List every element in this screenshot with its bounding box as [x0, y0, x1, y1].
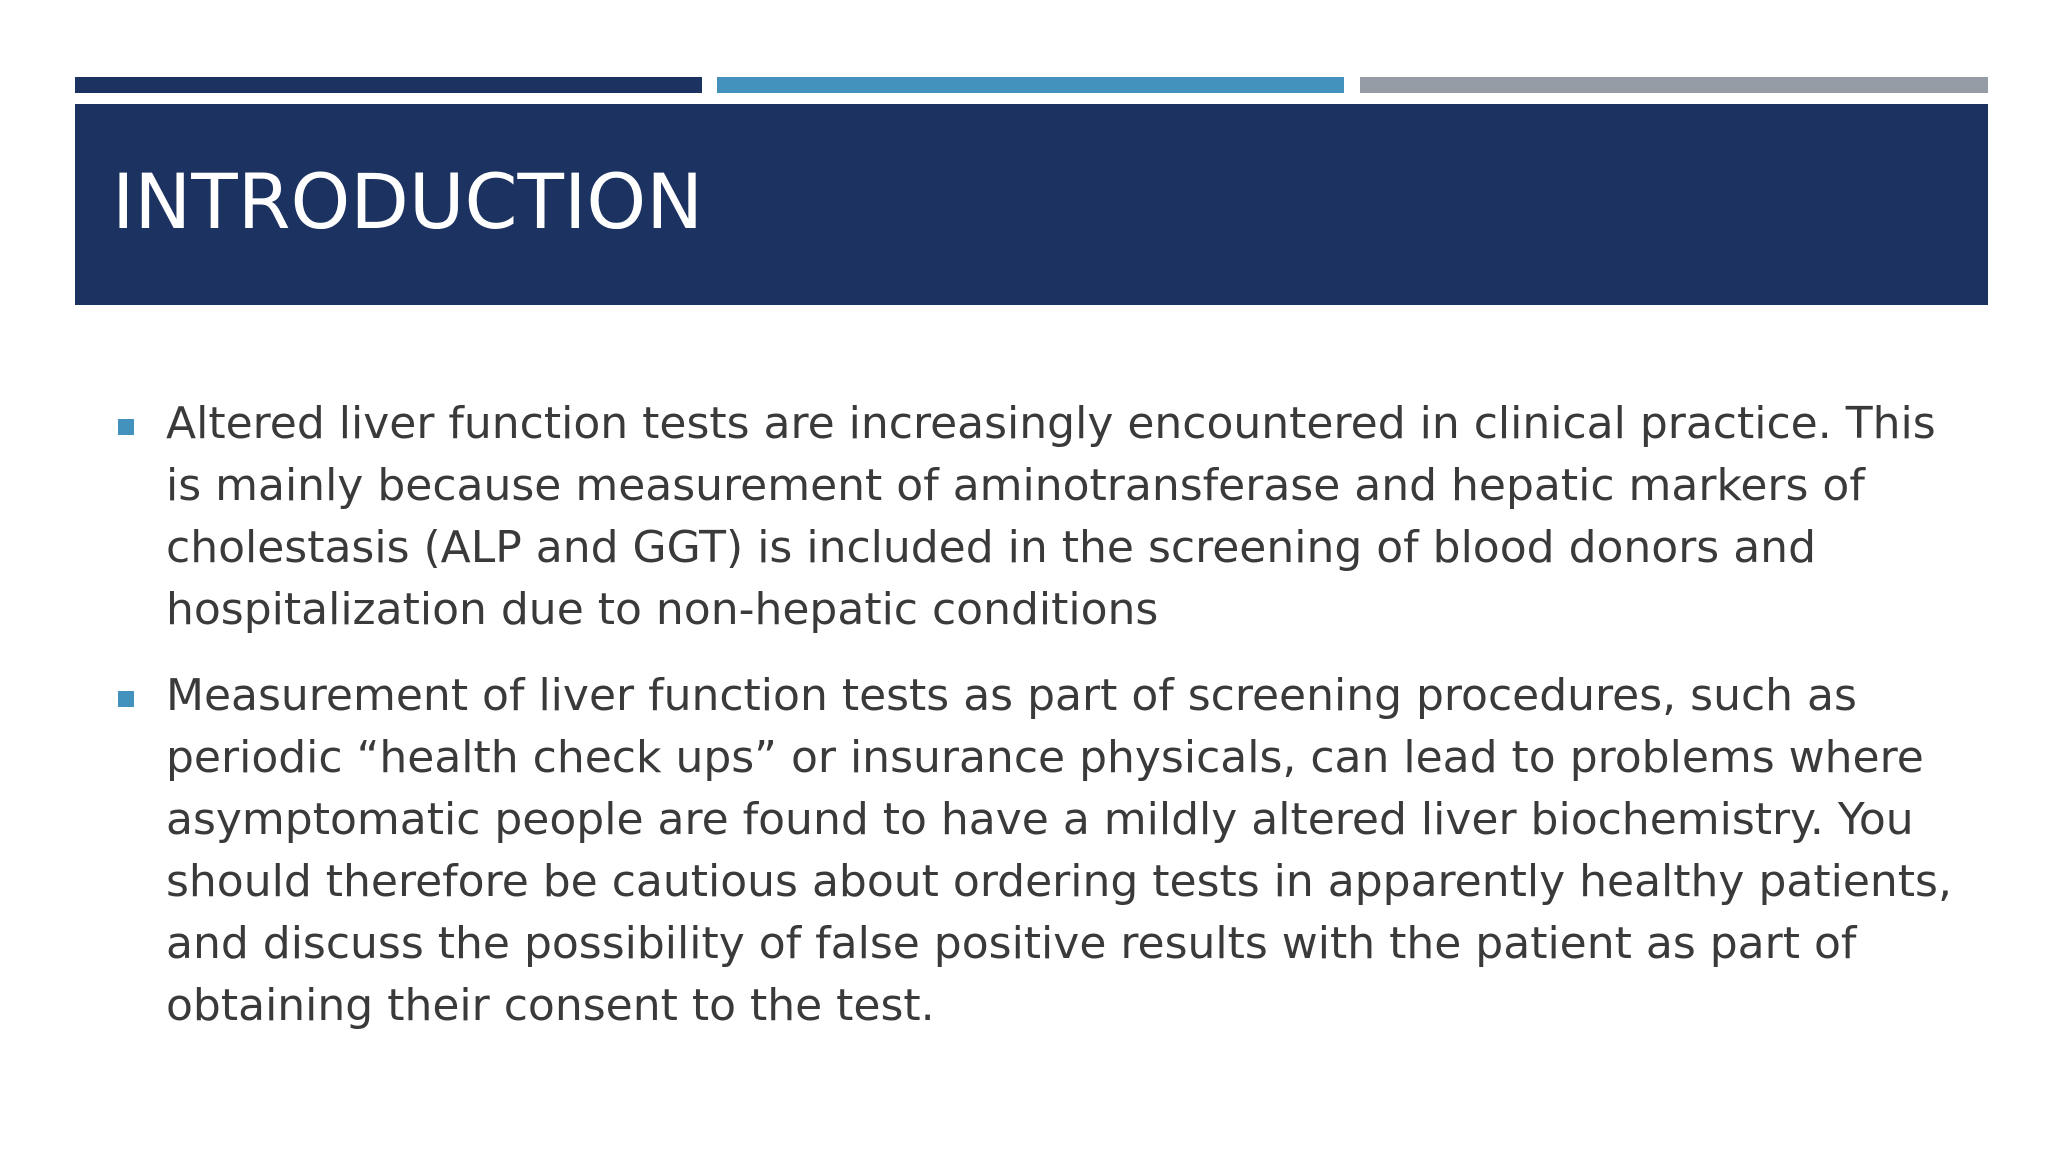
- bullet-text: Measurement of liver function tests as part of screening procedures, such as periodic “health check ups” or insurance physicals, can lead to problems where asymptomatic people are found to have a mildly altered liver biochemistry. You should therefore be cautious about ordering tests in apparently healthy patients, and discuss the possibility of false positive results with the patient as part of obtaining their consent to the test.: [166, 670, 1952, 1031]
- title-band: [75, 104, 1988, 305]
- square-bullet-icon: [118, 691, 134, 707]
- accent-bar-blue: [717, 77, 1344, 93]
- bullet-item: [114, 665, 1954, 1037]
- bullet-item: [114, 393, 1954, 641]
- slide-title: INTRODUCTION: [112, 157, 704, 246]
- accent-bar-dark: [75, 77, 702, 93]
- bullet-text: Altered liver function tests are increasingly encountered in clinical practice. This is mainly because measurement of aminotransferase and hepatic markers of cholestasis (ALP and GGT) is included in the screening of blood donors and hospitalization due to non-hepatic conditions: [166, 398, 1936, 635]
- bullet-list: [114, 393, 1954, 1037]
- accent-bar-gray: [1360, 77, 1988, 93]
- square-bullet-icon: [118, 419, 134, 435]
- content-area: [114, 393, 1954, 1061]
